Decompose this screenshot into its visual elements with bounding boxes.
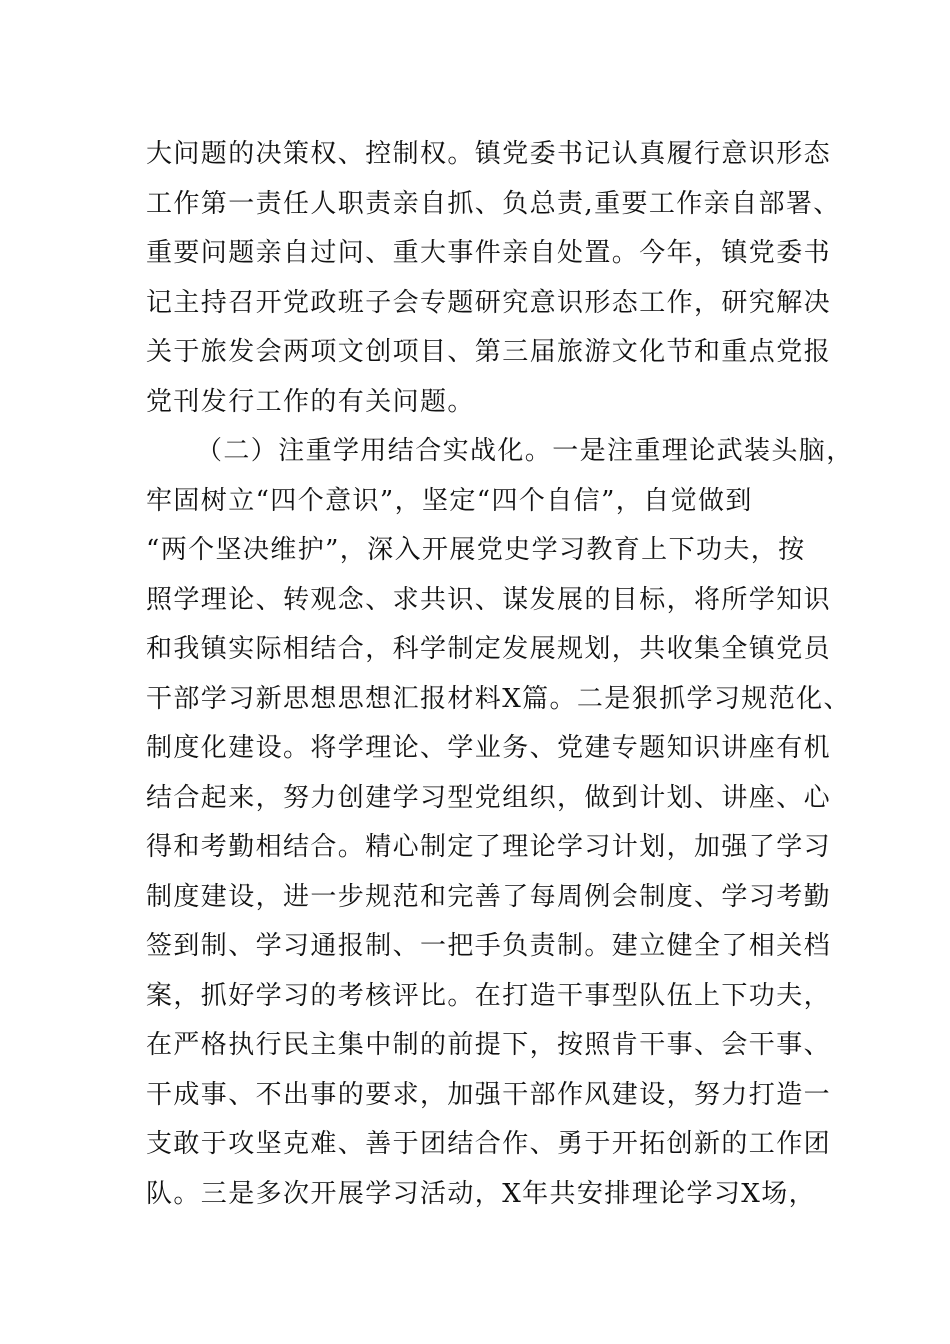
text-line: 干部学习新思想思想汇报材料X篇。二是狠抓学习规范化、 xyxy=(146,683,851,714)
text-line: “两个坚决维护”，深入开展党史学习教育上下功夫，按 xyxy=(146,535,806,565)
text-line: 关于旅发会两项文创项目、第三届旅游文化节和重点党报 xyxy=(146,337,832,367)
text-line: 得和考勤相结合。精心制定了理论学习计划，加强了学习 xyxy=(146,832,832,862)
text-line: 干成事、不出事的要求，加强干部作风建设，努力打造一 xyxy=(146,1079,832,1110)
text-line: 大问题的决策权、控制权。镇党委书记认真履行意识形态 xyxy=(146,139,832,169)
text-line: 工作第一责任人职责亲自抓、负总责,重要工作亲自部署、 xyxy=(146,188,841,219)
text-line: 制度建设，进一步规范和完善了每周例会制度、学习考勤 xyxy=(146,881,832,912)
text-line: 党刊发行工作的有关问题。 xyxy=(146,386,475,417)
text-line: 重要问题亲自过问、重大事件亲自处置。今年，镇党委书 xyxy=(146,238,832,268)
text-line: 案，抓好学习的考核评比。在打造干事型队伍上下功夫， xyxy=(146,980,832,1011)
section-heading-line: （二）注重学用结合实战化。一是注重理论武装头脑， xyxy=(196,436,854,466)
body-text xyxy=(146,130,854,1219)
text-line: 支敢于攻坚克难、善于团结合作、勇于开拓创新的工作团 xyxy=(146,1129,832,1159)
text-line: 照学理论、转观念、求共识、谋发展的目标，将所学知识 xyxy=(146,584,832,615)
text-line: 记主持召开党政班子会专题研究意识形态工作，研究解决 xyxy=(146,287,832,318)
text-line: 制度化建设。将学理论、学业务、党建专题知识讲座有机 xyxy=(146,733,832,763)
text-line: 在严格执行民主集中制的前提下，按照肯干事、会干事、 xyxy=(146,1030,832,1060)
text-line: 队。三是多次开展学习活动，X年共安排理论学习X场， xyxy=(146,1178,817,1209)
text-line: 牢固树立“四个意识”，坚定“四个自信”，自觉做到 xyxy=(146,485,753,516)
text-line: 和我镇实际相结合，科学制定发展规划，共收集全镇党员 xyxy=(146,634,832,664)
text-line: 签到制、学习通报制、一把手负责制。建立健全了相关档 xyxy=(146,931,832,961)
text-line: 结合起来，努力创建学习型党组织，做到计划、讲座、心 xyxy=(146,782,832,813)
